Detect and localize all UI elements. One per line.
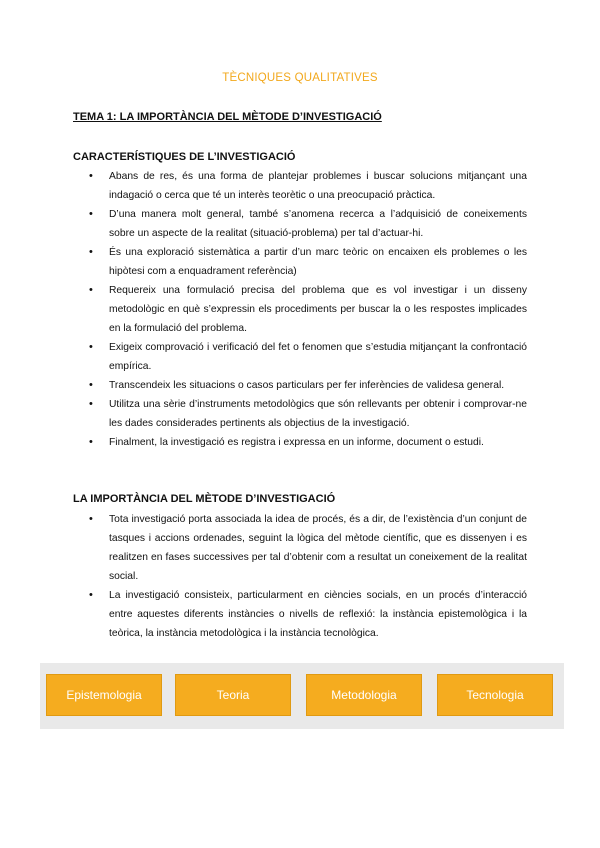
- list-item: • Requereix una formulació precisa del problema que es vol investigar i un disseny metodològic en què s’expressin els procediments per buscar la o les respostes implicades en la formulació del problema.: [73, 281, 527, 338]
- box-tecnologia: Tecnologia: [437, 674, 553, 716]
- topic-heading: TEMA 1: LA IMPORTÀNCIA DEL MÈTODE D’INVESTIGACIÓ: [73, 111, 382, 123]
- section-heading-characteristics: CARACTERÍSTIQUES DE L’INVESTIGACIÓ: [73, 151, 296, 163]
- section-heading-importance: LA IMPORTÀNCIA DEL MÈTODE D’INVESTIGACIÓ: [73, 493, 336, 505]
- characteristics-list: [73, 167, 527, 452]
- list-item: • Exigeix comprovació i verificació del fet o fenomen que s’estudia mitjançant la confrontació empírica.: [73, 338, 527, 376]
- levels-diagram: [40, 663, 564, 729]
- list-item: • Finalment, la investigació es registra i expressa en un informe, document o estudi.: [73, 433, 527, 452]
- list-item: • Abans de res, és una forma de plantejar problemes i buscar solucions mitjançant una indagació o cerca que té un interès teorètic o una preocupació pràctica.: [73, 167, 527, 205]
- list-item: • La investigació consisteix, particularment en ciències socials, en un procés d’interacció entre aquestes diferents instàncies o nivells de reflexió: la instància epistemològica i la teòrica, la instància metodològica i la instància tecnològica.: [73, 586, 527, 643]
- list-item: • Utilitza una sèrie d’instruments metodològics que són rellevants per obtenir i comprovar-ne les dades considerades pertinents als objectius de la investigació.: [73, 395, 527, 433]
- box-epistemologia: Epistemologia: [46, 674, 162, 716]
- list-item: • D’una manera molt general, també s’anomena recerca a l’adquisició de coneixements sobre un aspecte de la realitat (situació-problema) per tal d’actuar-hi.: [73, 205, 527, 243]
- list-item: • És una exploració sistemàtica a partir d’un marc teòric on encaixen els problemes o les hipòtesi com a enquadrament referència): [73, 243, 527, 281]
- page-title: TÈCNIQUES QUALITATIVES: [222, 72, 378, 84]
- box-metodologia: Metodologia: [306, 674, 422, 716]
- list-item: • Tota investigació porta associada la idea de procés, és a dir, de l’existència d’un conjunt de tasques i accions ordenades, seguint la lògica del mètode científic, que es dissenyen i es realitzen en fases successives per tal d’obtenir com a resultat un coneixement de la realitat social.: [73, 510, 527, 586]
- list-item: • Transcendeix les situacions o casos particulars per fer inferències de validesa general.: [73, 376, 527, 395]
- box-teoria: Teoria: [175, 674, 291, 716]
- importance-list: [73, 510, 527, 643]
